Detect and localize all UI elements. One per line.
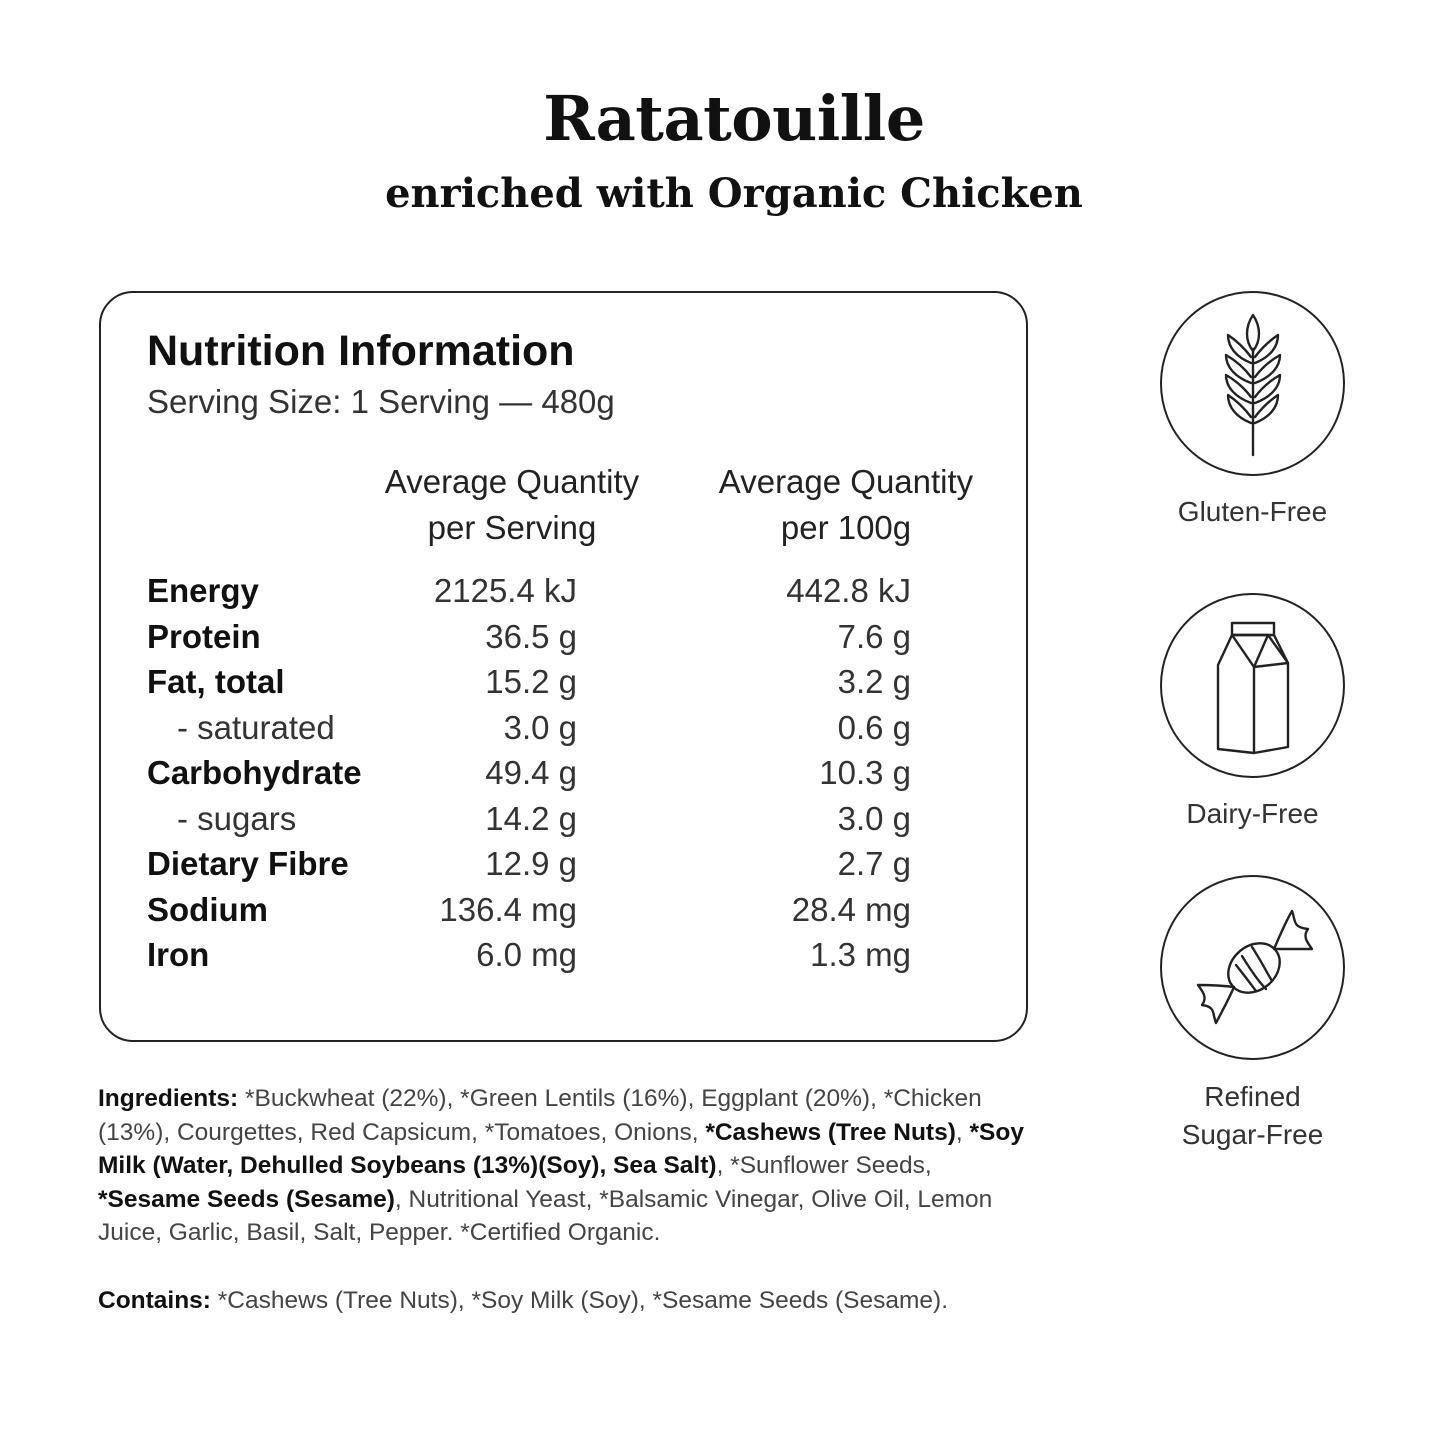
nutrient-name: - sugars	[177, 799, 297, 837]
value-per-100g: 1.3 mg	[810, 936, 911, 973]
dairy-free-label: Dairy-Free	[1186, 798, 1319, 829]
nutrition-row-energy	[101, 568, 1026, 614]
nutrient-name: - saturated	[177, 708, 335, 746]
product-subtitle: enriched with Organic Chicken	[385, 170, 1083, 217]
nutrient-name: Carbohydrate	[147, 754, 362, 791]
value-per-serving: 2125.4 kJ	[433, 572, 577, 609]
allergen-soy-milk: *Soy Milk (Water, Dehulled Soybeans (13%)(Soy), Sea Salt)	[98, 1118, 1024, 1180]
gluten-free-label: Gluten-Free	[1177, 496, 1328, 527]
nutrient-name: Iron	[147, 936, 210, 973]
value-per-100g: 0.6 g	[837, 708, 911, 746]
column-header-per-serving: Average Quantity per Serving	[384, 463, 640, 546]
nutrition-rows	[101, 568, 1026, 978]
value-per-serving: 15.2 g	[485, 663, 577, 700]
nutrient-name: Energy	[147, 572, 259, 609]
milk-carton-icon	[1162, 595, 1347, 780]
value-per-100g: 442.8 kJ	[786, 572, 911, 609]
nutrient-name: Sodium	[147, 890, 268, 928]
contains-label: Contains:	[98, 1287, 211, 1314]
value-per-100g: 7.6 g	[837, 617, 911, 655]
candy-icon	[1162, 877, 1347, 1062]
ingredients-label: Ingredients:	[98, 1085, 239, 1112]
nutrition-row-iron	[101, 932, 1026, 978]
nutrition-row-protein	[101, 614, 1026, 660]
nutrient-name: Fat, total	[147, 663, 285, 700]
product-title: Ratatouille	[543, 82, 925, 155]
nutrition-row-saturated	[101, 705, 1026, 751]
value-per-serving: 36.5 g	[485, 617, 577, 655]
gluten-free-badge	[1160, 291, 1345, 476]
nutrient-name: Dietary Fibre	[147, 845, 349, 882]
nutrition-row-fat-total	[101, 659, 1026, 705]
allergen-cashews: *Cashews (Tree Nuts)	[705, 1118, 956, 1146]
sugar-free-label: Refined Sugar-Free	[1181, 1081, 1324, 1150]
nutrition-row-dietary-fibre	[101, 841, 1026, 887]
value-per-100g: 28.4 mg	[791, 890, 911, 928]
contains-text: Contains: *Cashews (Tree Nuts), *Soy Milk (Soy), *Sesame Seeds (Sesame).	[98, 1287, 949, 1314]
wheat-icon	[1162, 293, 1347, 478]
value-per-serving: 49.4 g	[485, 754, 577, 791]
nutrient-name: Protein	[147, 617, 261, 655]
value-per-serving: 12.9 g	[485, 845, 577, 882]
column-header-per-100g: Average Quantity per 100g	[718, 463, 974, 546]
nutrition-row-sugars	[101, 796, 1026, 842]
nutrition-heading: Nutrition Information	[147, 327, 575, 375]
value-per-100g: 2.7 g	[837, 845, 911, 882]
value-per-100g: 10.3 g	[819, 754, 911, 791]
value-per-serving: 136.4 mg	[439, 890, 577, 928]
nutrition-panel	[99, 291, 1028, 1042]
sugar-free-badge	[1160, 875, 1345, 1060]
value-per-serving: 3.0 g	[503, 708, 577, 746]
nutrition-row-carbohydrate	[101, 750, 1026, 796]
value-per-100g: 3.2 g	[837, 663, 911, 700]
value-per-serving: 6.0 mg	[476, 936, 577, 973]
nutrition-row-sodium	[101, 887, 1026, 933]
value-per-serving: 14.2 g	[485, 799, 577, 837]
allergen-sesame: *Sesame Seeds (Sesame)	[98, 1185, 395, 1213]
value-per-100g: 3.0 g	[837, 799, 911, 837]
dairy-free-badge	[1160, 593, 1345, 778]
serving-size: Serving Size: 1 Serving — 480g	[147, 383, 615, 420]
ingredients-text: Ingredients: *Buckwheat (22%), *Green Lentils (16%), Eggplant (20%), *Chicken (13%), Courgettes, Red Capsicum, *Tomatoes, Onions, *Cashews (Tree Nuts), *Soy Milk (Water, Dehulled Soybeans (13%)(Soy), Sea Salt), *Sunflower Seeds, *Sesame Seeds (Sesame), Nutritional Yeast, *Balsamic Vinegar, Olive Oil, Lemon Juice, Garlic, Basil, Salt, Pepper. *Certified Organic.	[98, 1085, 1024, 1247]
